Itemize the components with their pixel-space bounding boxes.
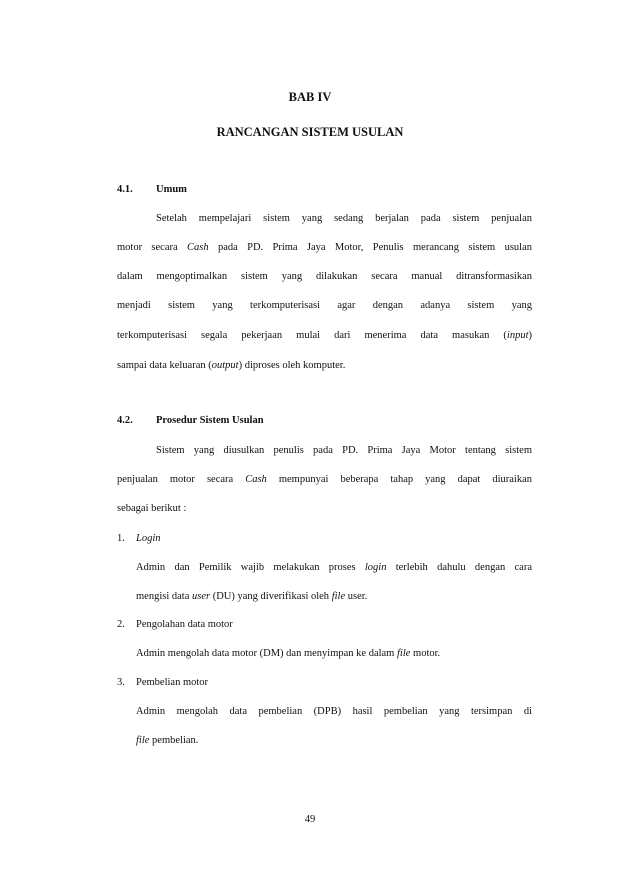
chapter-label: BAB IV bbox=[288, 90, 332, 104]
paragraph-line: sebagai berikut : bbox=[117, 503, 187, 514]
list-item-description: file pembelian. bbox=[136, 735, 199, 746]
list-item-title: Pengolahan data motor bbox=[136, 619, 233, 630]
page-number: 49 bbox=[304, 814, 316, 825]
paragraph-line: sampai data keluaran (output) diproses oleh komputer. bbox=[117, 360, 346, 371]
section-title: Prosedur Sistem Usulan bbox=[156, 415, 264, 426]
chapter-title: RANCANGAN SISTEM USULAN bbox=[216, 125, 404, 139]
section-number: 4.1. bbox=[117, 184, 133, 195]
list-item-title: Pembelian motor bbox=[136, 677, 209, 688]
list-item-description: mengisi data user (DU) yang diverifikasi oleh file user. bbox=[136, 591, 368, 602]
list-item-number: 2. bbox=[117, 619, 125, 630]
list-item-title: Login bbox=[136, 533, 161, 544]
section-title: Umum bbox=[156, 184, 187, 195]
paragraph-line: menjadi sistem yang terkomputerisasi agar dengan adanya sistem yang bbox=[117, 300, 532, 311]
paragraph-line: Setelah mempelajari sistem yang sedang berjalan pada sistem penjualan bbox=[156, 213, 532, 224]
paragraph-line: dalam mengoptimalkan sistem yang dilakukan secara manual ditransformasikan bbox=[117, 271, 532, 282]
paragraph-line: penjualan motor secara Cash mempunyai beberapa tahap yang dapat diuraikan bbox=[117, 474, 532, 485]
list-item-description: Admin mengolah data pembelian (DPB) hasil pembelian yang tersimpan di bbox=[136, 706, 532, 717]
list-item-description: Admin mengolah data motor (DM) dan menyimpan ke dalam file motor. bbox=[136, 648, 441, 659]
paragraph-line: motor secara Cash pada PD. Prima Jaya Motor, Penulis merancang sistem usulan bbox=[117, 242, 532, 253]
list-item-number: 3. bbox=[117, 677, 125, 688]
list-item-number: 1. bbox=[117, 533, 125, 544]
list-item-description: Admin dan Pemilik wajib melakukan proses login terlebih dahulu dengan cara bbox=[136, 562, 532, 573]
paragraph-line: Sistem yang diusulkan penulis pada PD. Prima Jaya Motor tentang sistem bbox=[156, 445, 532, 456]
paragraph-line: terkomputerisasi segala pekerjaan mulai dari menerima data masukan (input) bbox=[117, 330, 532, 341]
section-number: 4.2. bbox=[117, 415, 133, 426]
